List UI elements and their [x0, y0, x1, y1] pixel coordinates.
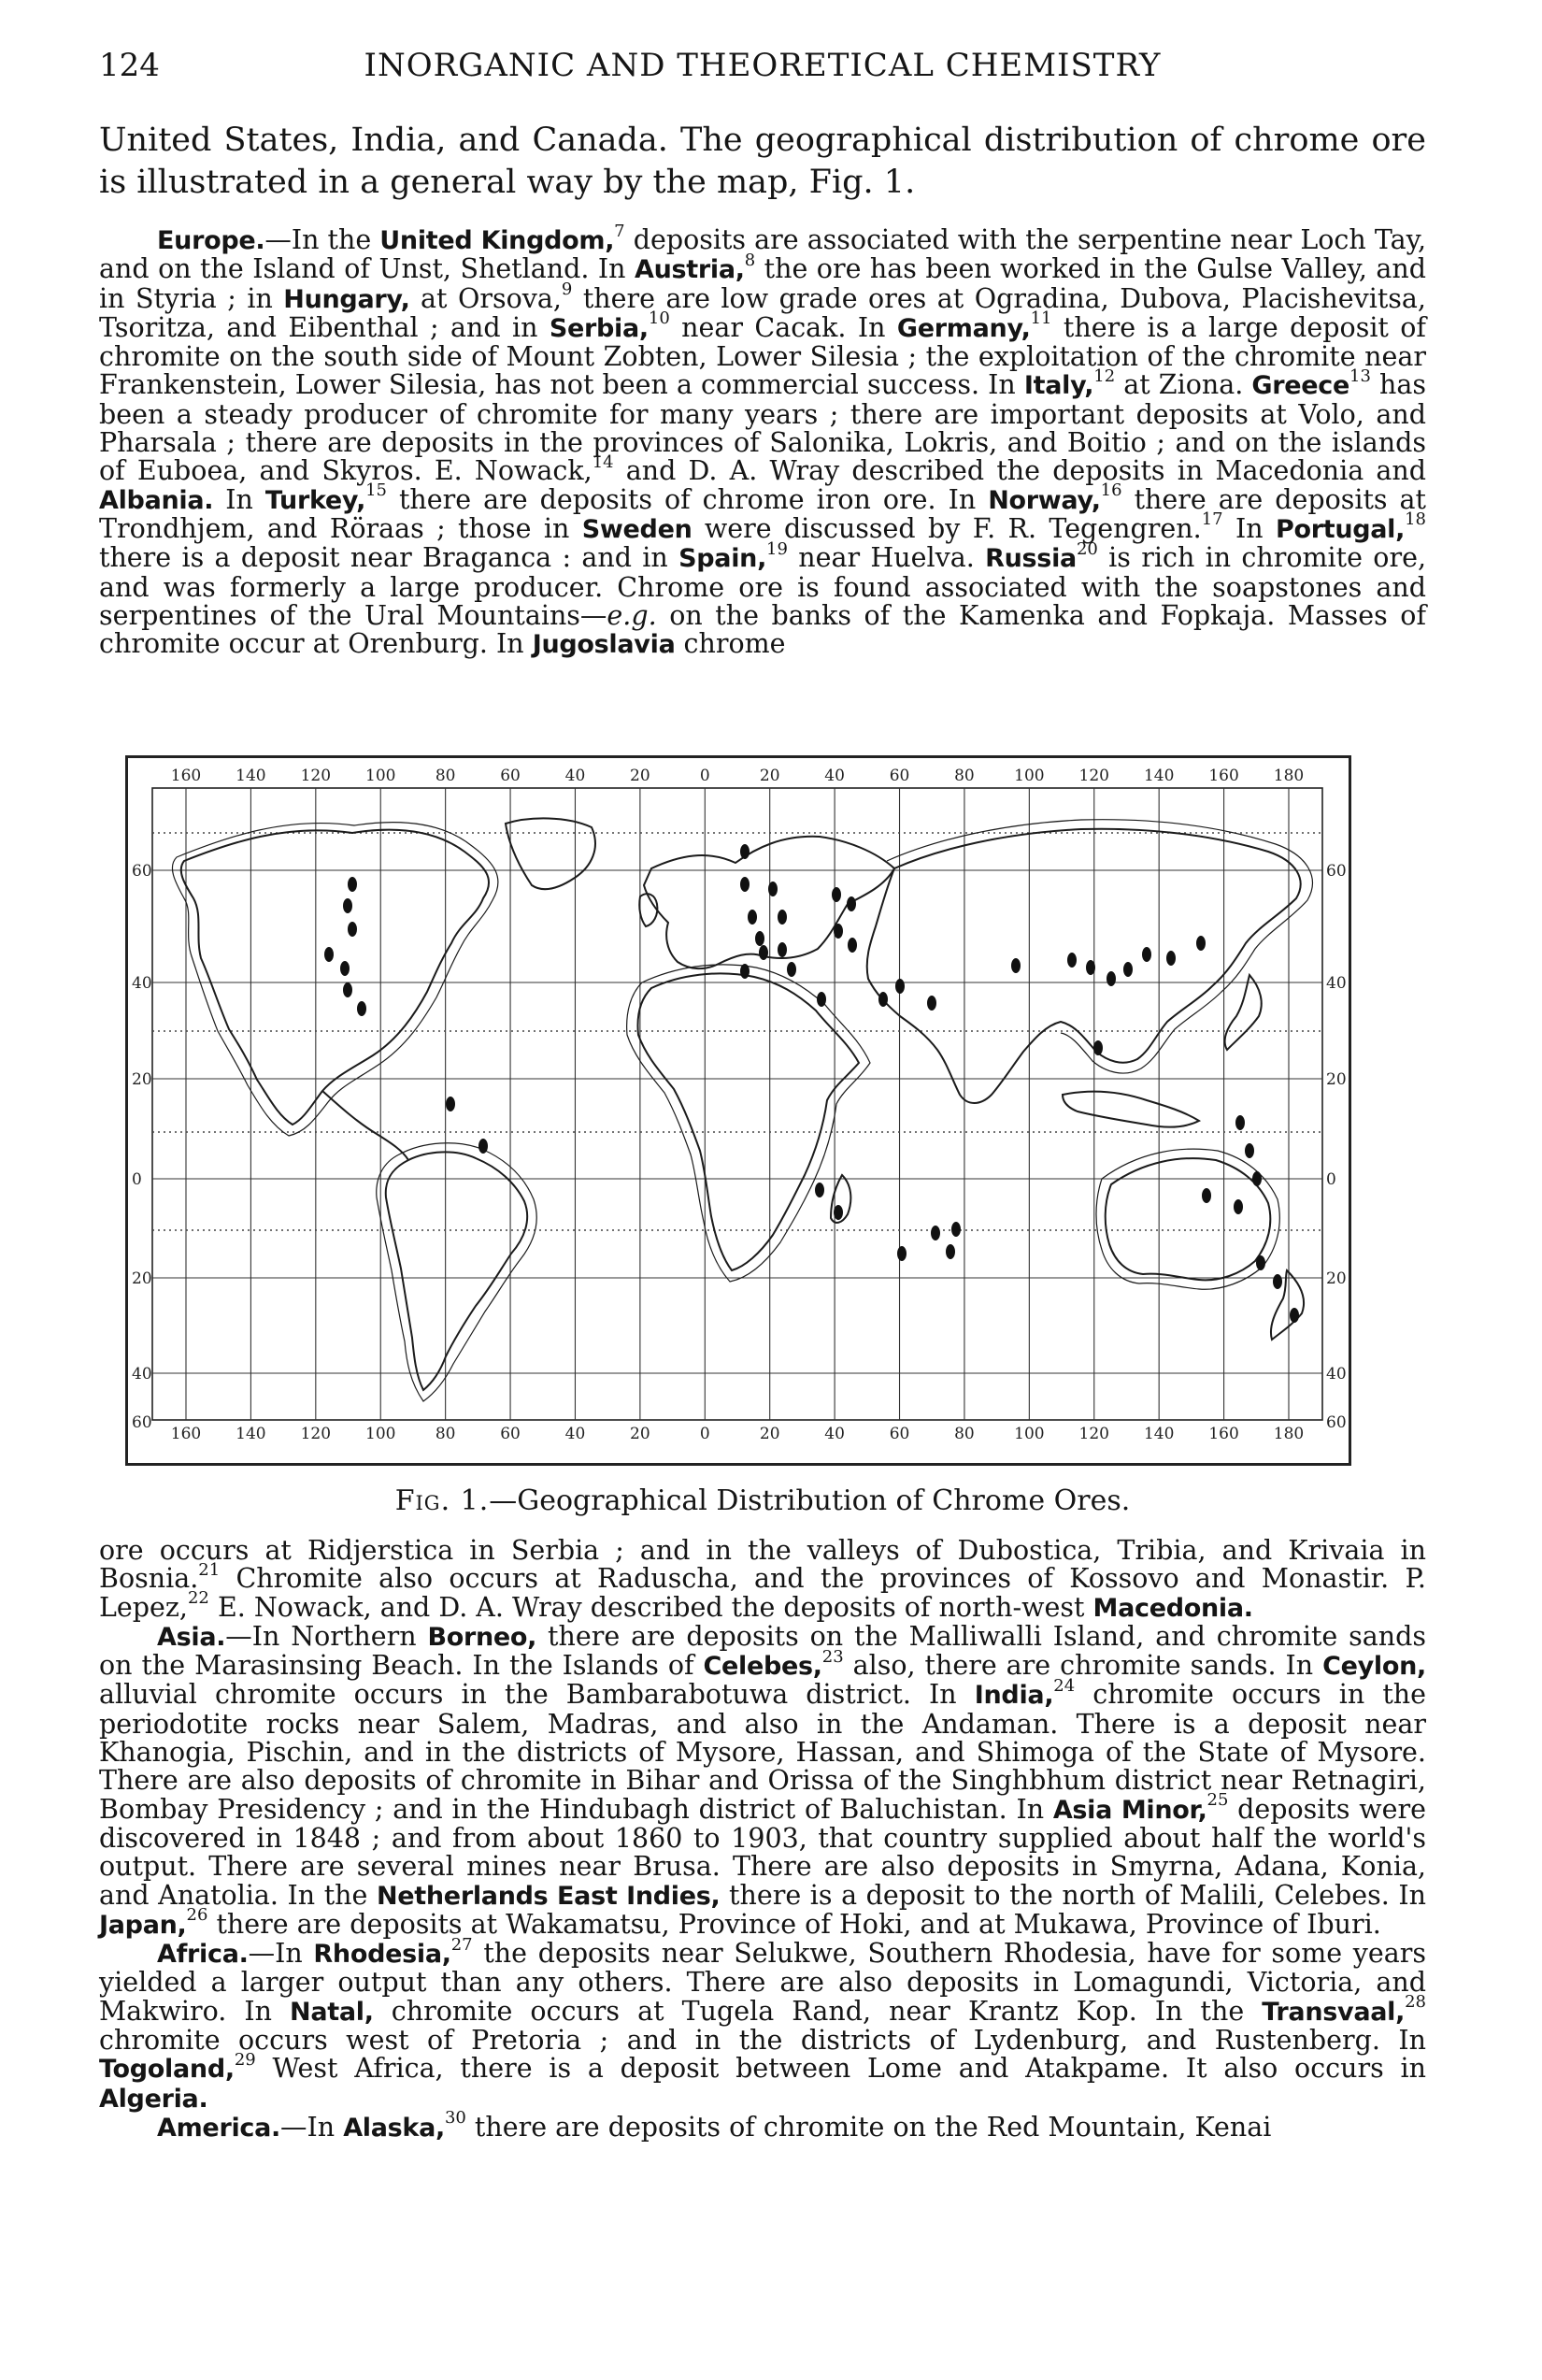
deposit-marker [834, 924, 843, 939]
longitude-label-top: 60 [889, 767, 910, 785]
map-frame [152, 788, 1322, 1420]
latitude-label-right: 20 [1326, 1070, 1347, 1089]
deposit-marker [348, 877, 357, 892]
deposit-marker [931, 1226, 940, 1240]
deposit-marker [815, 1183, 824, 1197]
deposit-marker [1290, 1308, 1299, 1323]
heading-asia: Asia. [157, 1622, 226, 1652]
longitude-label-bottom: 60 [500, 1425, 521, 1443]
europe-paragraph: Europe.—In the United Kingdom,$^7$ deposits are associated with the serpentine near Loch Tay, and on the Island of Unst, Shetland. In Austria,$^8$ the ore has been worked in the Gulse Valley, and in Styria ; in Hungary, at Orsova,$^9$ there are low grade ores at Ogradina, Dubova, Placishevitsa, Tsoritza, and Eibenthal ; and in Serbia,$^{10}$ near Cacak. In Germany,$^{11}$ there is a large deposit of chromite on the south side of Mount Zobten, Lower Silesia ; the exploitation of the chromite near Frankenstein, Lower Silesia, has not been a commercial success. In Italy,$^{12}$ at Ziona. Greece$^{13}$ has been a steady producer of chromite for many years ; there are important deposits at Volo, and Pharsala ; there are deposits in the provinces of Salonika, Lokris, and Boitio ; and on the islands of Euboea, and Skyros. E. Nowack,$^{14}$ and D. A. Wray described the deposits in Macedonia and Albania. In Turkey,$^{15}$ there are deposits of chrome iron ore. In Norway,$^{16}$ there are deposits at Trondhjem, and Röraas ; those in Sweden were discussed by F. R. Tegengren.$^{17}$ In Portugal,$^{18}$ there is a deposit near Braganca : and in Spain,$^{19}$ near Huelva. Russia$^{20}$ is rich in chromite ore, and was formerly a large producer. Chrome ore is found associated with the soapstones and serpentines of the Ural Mountains—e.g. on the banks of the Kamenka and Fopkaja. Masses of chromite occur at Orenburg. In Jugoslavia chrome [99, 221, 1427, 660]
longitude-label-top: 100 [1014, 767, 1045, 785]
deposit-marker [817, 992, 826, 1007]
latitude-label-right: 0 [1326, 1170, 1336, 1189]
longitude-label-bottom: 80 [435, 1425, 456, 1443]
deposit-marker [748, 910, 757, 925]
latitude-label-left: 0 [132, 1170, 142, 1189]
longitude-label-top: 160 [170, 767, 202, 785]
longitude-label-bottom: 0 [699, 1425, 710, 1443]
figure-caption [99, 1484, 1426, 1517]
longitude-label-top: 80 [435, 767, 456, 785]
north-america-contour [172, 823, 498, 1136]
heading-africa: Africa. [157, 1940, 249, 1970]
deposit-marker [1245, 1143, 1254, 1158]
africa-contour [627, 965, 870, 1282]
equator-tropics [152, 833, 1322, 1230]
deposit-marker [1166, 951, 1176, 966]
longitude-label-top: 120 [300, 767, 332, 785]
deposit-marker [768, 882, 778, 896]
longitude-label-bottom: 160 [170, 1425, 202, 1443]
deposit-marker [1196, 936, 1206, 951]
world-map-figure [125, 755, 1351, 1466]
south-america-contour [377, 1143, 536, 1401]
longitude-label-top: 100 [365, 767, 396, 785]
deposit-marker [946, 1244, 955, 1259]
deposit-marker [787, 962, 796, 977]
longitude-label-bottom: 160 [1208, 1425, 1239, 1443]
continued-paragraph: ore occurs at Ridjerstica in Serbia ; and in the valleys of Dubostica, Tribia, and Krivaia in Bosnia.$^{21}$ Chromite also occurs at Raduscha, and the provinces of Kossovo and Monastir. P. Lepez,$^{22}$ E. Nowack, and D. A. Wray described the deposits of north-west Macedonia. [99, 1535, 1426, 1623]
latitude-label-left: 60 [132, 1413, 152, 1432]
deposit-marker [1123, 962, 1133, 977]
page-number: 124 [99, 47, 160, 84]
deposit-marker [778, 942, 787, 957]
longitude-label-bottom: 20 [759, 1425, 780, 1443]
latitude-label-left: 20 [132, 1269, 152, 1288]
longitude-label-top: 20 [759, 767, 780, 785]
japan-coast [1225, 975, 1262, 1050]
longitude-label-bottom: 40 [564, 1425, 586, 1443]
longitude-label-bottom: 60 [889, 1425, 910, 1443]
latitude-label-left: 20 [132, 1070, 152, 1089]
latitude-label-right: 40 [1326, 974, 1347, 993]
deposit-marker [832, 887, 841, 902]
deposit-marker [927, 996, 936, 1011]
longitude-label-bottom: 120 [300, 1425, 332, 1443]
longitude-label-top: 0 [699, 767, 710, 785]
deposit-marker [1235, 1115, 1245, 1130]
deposit-marker [878, 992, 888, 1007]
deposit-marker [343, 982, 352, 997]
deposit-marker [740, 877, 750, 892]
indonesia-coast [1063, 1092, 1199, 1127]
latitude-label-left: 60 [132, 862, 152, 881]
longitude-label-top: 60 [500, 767, 521, 785]
deposit-marker [1234, 1199, 1243, 1214]
deposit-marker [759, 945, 768, 960]
longitude-label-bottom: 140 [236, 1425, 266, 1443]
deposit-marker [1067, 953, 1077, 968]
britain-coast [639, 894, 657, 926]
north-america-coast [181, 830, 489, 1125]
deposit-marker [847, 896, 856, 911]
longitude-label-bottom: 100 [365, 1425, 396, 1443]
latitude-label-right: 60 [1326, 862, 1347, 881]
graticule [152, 788, 1322, 1420]
longitude-label-top: 120 [1078, 767, 1109, 785]
latitude-label-right: 20 [1326, 1269, 1347, 1288]
deposit-marker [446, 1097, 455, 1111]
europe-section [99, 221, 1427, 660]
deposit-marker [1011, 958, 1021, 973]
longitude-label-bottom: 80 [954, 1425, 975, 1443]
running-header [99, 47, 1426, 93]
longitude-label-top: 20 [630, 767, 650, 785]
deposit-marker [778, 910, 787, 925]
america-paragraph: America.—In Alaska,$^{30}$ there are deposits of chromite on the Red Mountain, Kenai [157, 2108, 1272, 2143]
continued-sections [99, 1537, 1426, 2143]
deposit-marker [740, 844, 750, 859]
intro-paragraph: United States, India, and Canada. The geographical distribution of chrome ore is illustrated in a general way by the map, Fig. 1. [99, 122, 1426, 201]
deposit-marker [895, 979, 905, 994]
deposit-marker [951, 1222, 961, 1237]
longitude-label-top: 40 [824, 767, 845, 785]
longitude-label-bottom: 40 [824, 1425, 845, 1443]
deposit-marker [1252, 1171, 1262, 1186]
deposit-marker [1142, 947, 1151, 962]
australia-contour [1096, 1149, 1279, 1289]
europe-coast [644, 837, 894, 968]
deposit-marker [340, 961, 350, 976]
deposit-marker [324, 947, 334, 962]
deposit-marker [1093, 1040, 1103, 1055]
south-america-coast [386, 1152, 527, 1390]
deposit-marker [848, 938, 857, 953]
heading-europe: Europe. [157, 226, 265, 255]
central-america-coast [322, 1091, 408, 1160]
longitude-label-top: 160 [1208, 767, 1239, 785]
africa-paragraph: Africa.—In Rhodesia,$^{27}$ the deposits near Selukwe, Southern Rhodesia, have for some years yielded a larger output than any others. There are also deposits in Lomagundi, Victoria, and Makwiro. In Natal, chromite occurs at Tugela Rand, near Krantz Kop. In the Transvaal,$^{28}$ chromite occurs west of Pretoria ; and in the districts of Lydenburg, and Rustenberg. In Togoland,$^{29}$ West Africa, there is a deposit between Lome and Atakpame. It also occurs in Algeria. [99, 1934, 1426, 2114]
africa-coast [638, 973, 859, 1270]
longitude-label-bottom: 120 [1078, 1425, 1109, 1443]
asia-paragraph: Asia.—In Northern Borneo, there are deposits on the Malliwalli Island, and chromite sands on the Marasinsing Beach. In the Islands of Celebes,$^{23}$ also, there are chromite sands. In Ceylon, alluvial chromite occurs in the Bambarabotuwa district. In India,$^{24}$ chromite occurs in the periodotite rocks near Salem, Madras, and also in the Andaman. There is a deposit near Khanogia, Pischin, and in the districts of Mysore, Hassan, and Shimoga of the State of Mysore. There are also deposits of chromite in Bihar and Orissa of the Singhbhum district near Retnagiri, Bombay Presidency ; and in the Hindubagh district of Baluchistan. In Asia Minor,$^{25}$ deposits were discovered in 1848 ; and from about 1860 to 1903, that country supplied about half the world's output. There are several mines near Brusa. There are also deposits in Smyrna, Adana, Konia, and Anatolia. In the Netherlands East Indies, there is a deposit to the north of Malili, Celebes. In Japan,$^{26}$ there are deposits at Wakamatsu, Province of Hoki, and at Mukawa, Province of Iburi. [99, 1620, 1427, 1940]
longitude-label-bottom: 140 [1143, 1425, 1175, 1443]
deposit-marker [1256, 1255, 1265, 1270]
longitude-label-bottom: 180 [1273, 1425, 1305, 1443]
latitude-label-left: 40 [132, 974, 152, 993]
figure-caption-text: —Geographical Distribution of Chrome Ores. [489, 1484, 1131, 1517]
deposit-marker [1107, 971, 1116, 986]
deposit-marker [1202, 1188, 1211, 1203]
greenland-coast [506, 818, 595, 889]
deposit-marker [1086, 960, 1095, 975]
longitude-label-top: 180 [1273, 767, 1305, 785]
longitude-label-top: 140 [236, 767, 266, 785]
running-title: INORGANIC AND THEORETICAL CHEMISTRY [364, 47, 1162, 84]
longitude-label-bottom: 100 [1014, 1425, 1045, 1443]
latitude-label-right: 60 [1326, 1413, 1347, 1432]
deposit-marker [897, 1246, 907, 1261]
latitude-label-left: 40 [132, 1365, 152, 1384]
deposit-marker [755, 931, 764, 946]
world-map [128, 758, 1349, 1463]
deposit-marker [478, 1139, 488, 1154]
longitude-label-top: 40 [564, 767, 586, 785]
deposit-marker [348, 922, 357, 937]
asia-contour [887, 820, 1312, 1073]
deposit-marker [740, 964, 750, 979]
longitude-label-top: 80 [954, 767, 975, 785]
latitude-label-right: 40 [1326, 1365, 1347, 1384]
deposit-marker [1273, 1274, 1282, 1289]
australia-coast [1106, 1158, 1271, 1280]
longitude-label-top: 140 [1143, 767, 1175, 785]
deposit-marker [357, 1001, 366, 1016]
heading-america: America. [157, 2113, 280, 2143]
longitude-label-bottom: 20 [630, 1425, 650, 1443]
figure-label: Fig. 1. [394, 1484, 490, 1517]
deposit-marker [834, 1205, 843, 1220]
deposit-marker [343, 898, 352, 913]
